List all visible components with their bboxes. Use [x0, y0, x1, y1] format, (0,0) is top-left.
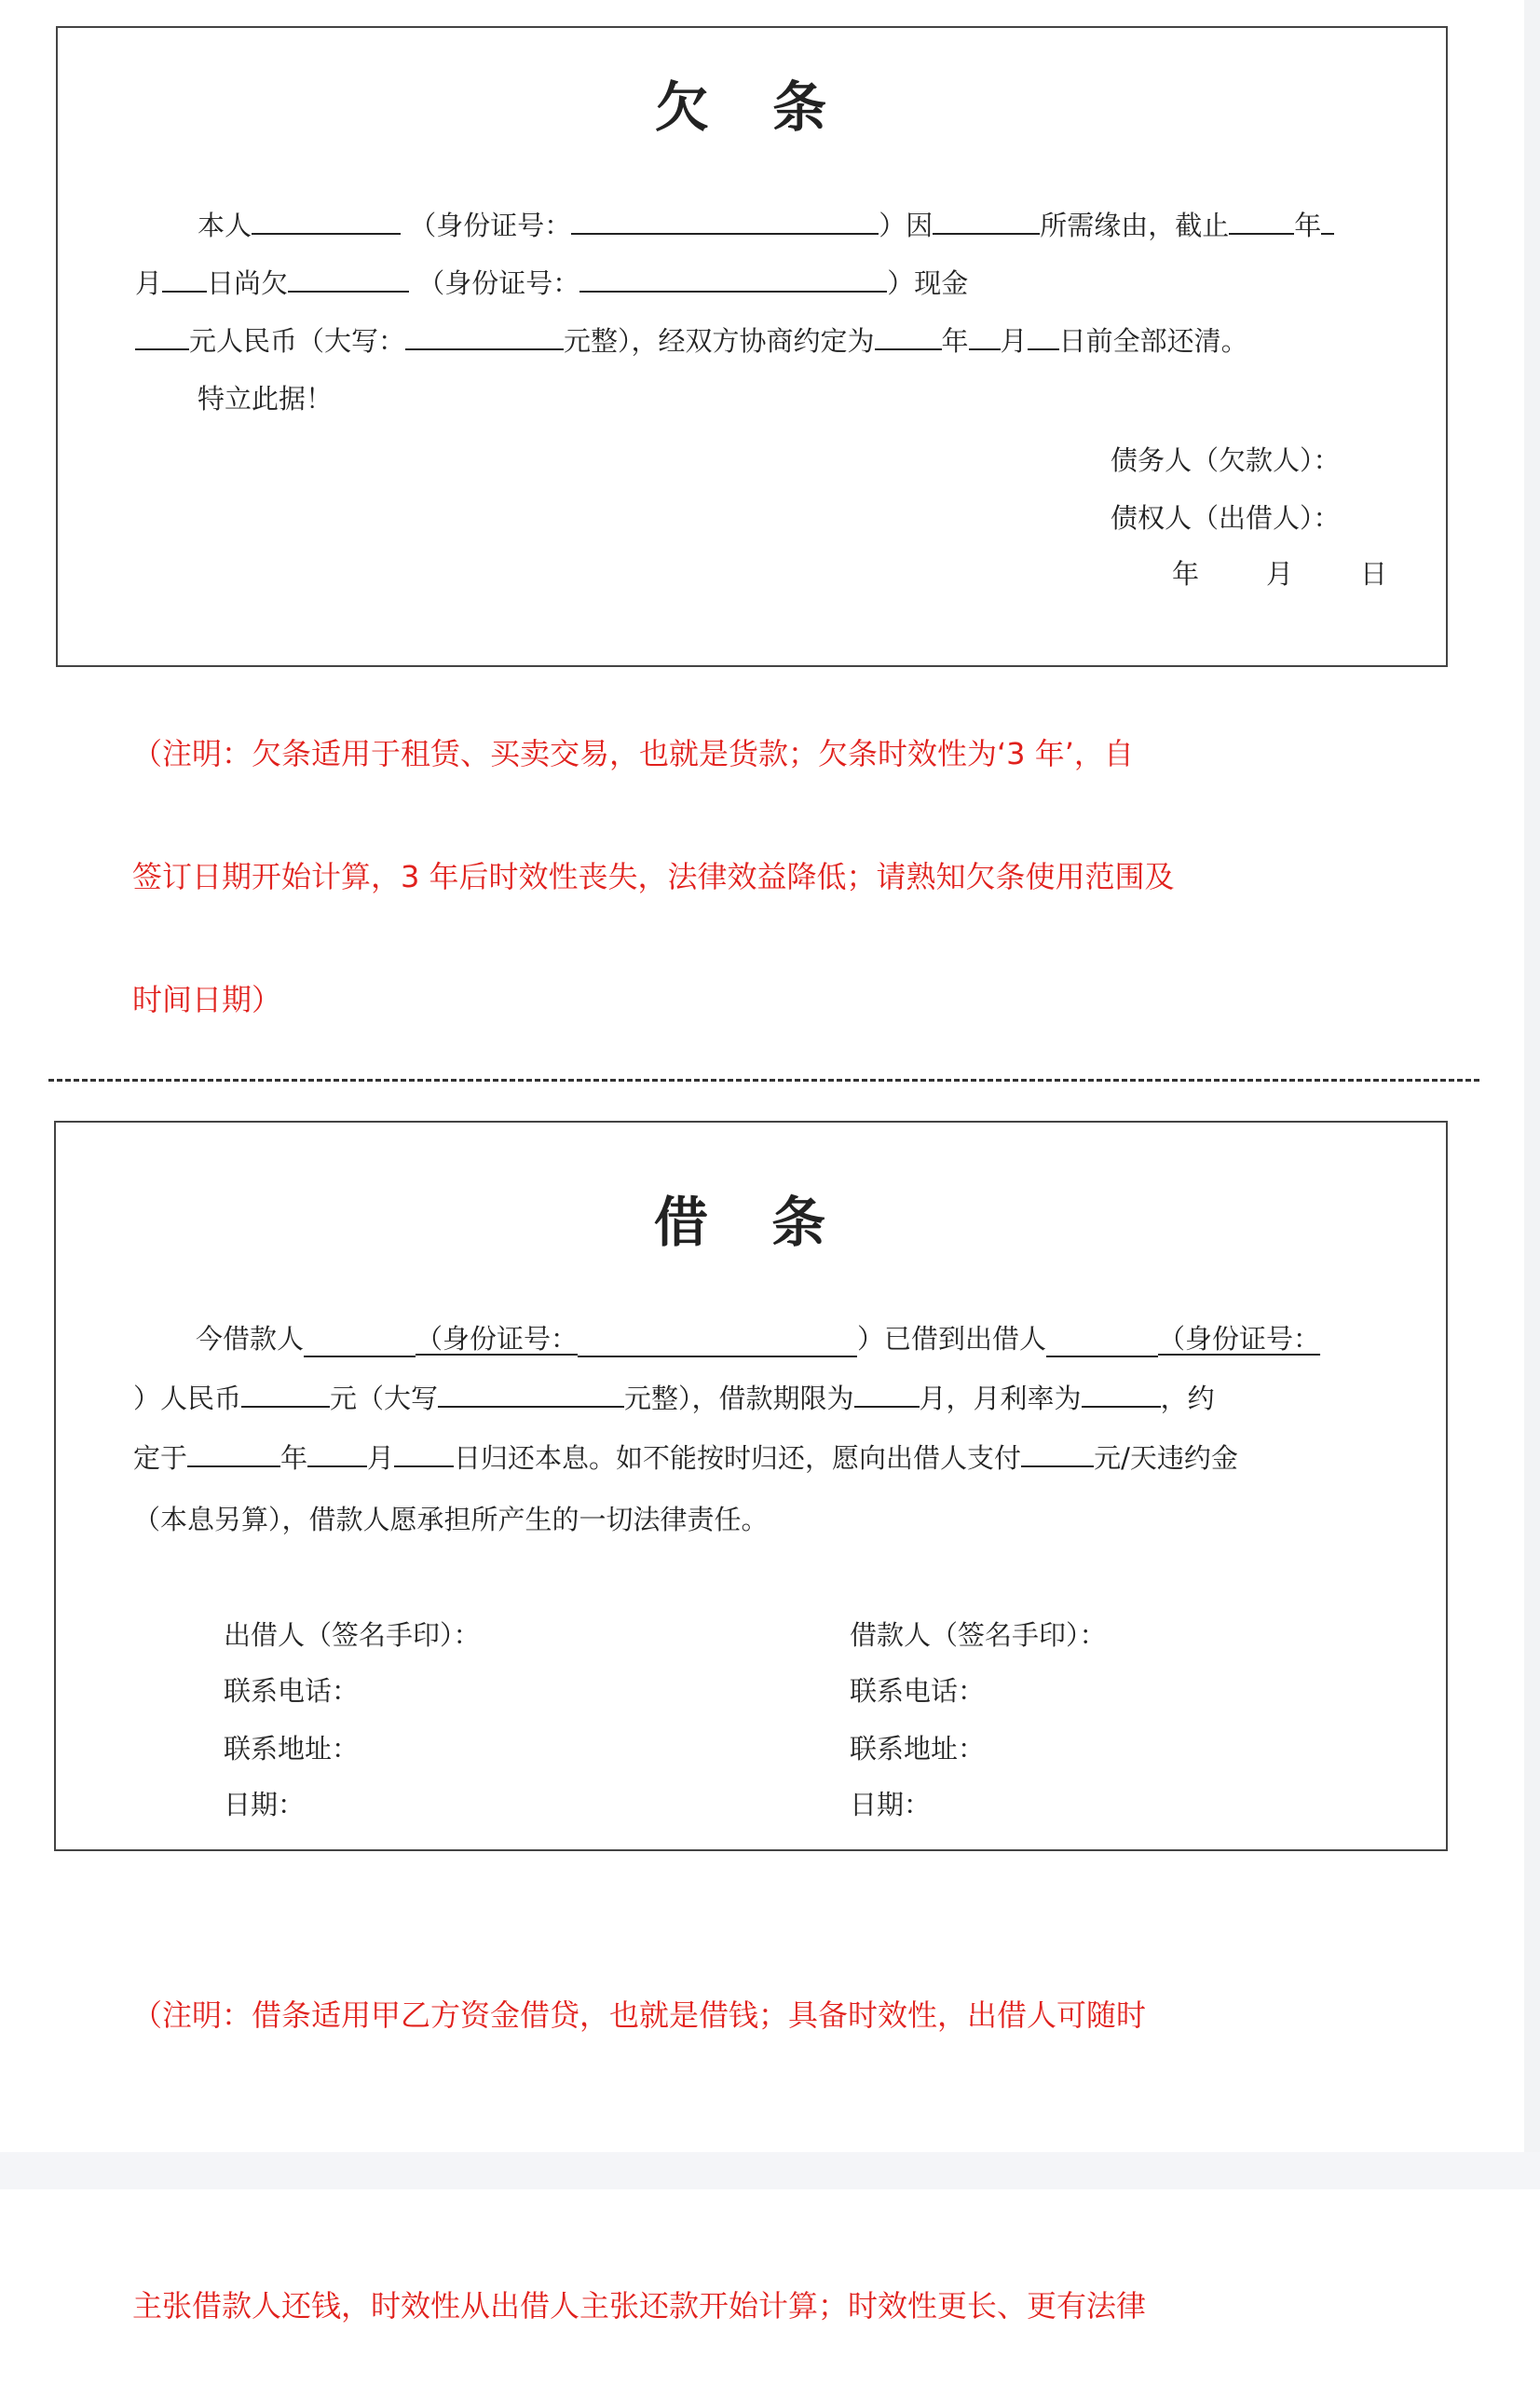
loan-line-2: ）人民币 元（大写 元整），借款期限为 月，月利率为 ，约 — [133, 1383, 1215, 1414]
iou-date-line: 年 月 日 — [1172, 558, 1388, 590]
page-gap — [0, 2152, 1540, 2189]
lender-date-label: 日期： — [224, 1789, 306, 1820]
iou-note-line-3: 时间日期） — [132, 982, 282, 1017]
iou-line-2: 月 日尚欠 （身份证号： ）现金 — [135, 267, 969, 299]
loan-line-3: 定于 年 月 日归还本息。如不能按时归还，愿向出借人支付 元/天违约金 — [133, 1442, 1238, 1474]
cut-line-divider — [48, 1079, 1479, 1082]
borrower-phone-label: 联系电话： — [850, 1675, 986, 1707]
iou-note-line-1: （注明：欠条适用于租赁、买卖交易，也就是货款；欠条时效性为‘3 年’，自 — [132, 736, 1134, 771]
iou-debtor-label: 债务人（欠款人）： — [1111, 444, 1341, 476]
iou-line-3: 元人民币（大写： 元整），经双方协商约定为 年 月 日前全部还清。 — [135, 322, 1248, 360]
lender-phone-label: 联系电话： — [224, 1675, 360, 1707]
iou-creditor-label: 债权人（出借人）： — [1111, 502, 1341, 534]
iou-note-line-2: 签订日期开始计算，3 年后时效性丧失，法律效益降低；请熟知欠条使用范围及 — [132, 859, 1175, 894]
lender-address-label: 联系地址： — [224, 1733, 360, 1765]
borrower-date-label: 日期： — [850, 1789, 932, 1820]
borrower-address-label: 联系地址： — [850, 1733, 986, 1765]
loan-box — [54, 1121, 1448, 1851]
borrower-sign-label: 借款人（签名手印）： — [850, 1619, 1107, 1651]
scrollbar-track[interactable] — [1524, 0, 1540, 2152]
iou-line-4: 特立此据！ — [198, 383, 334, 415]
lender-sign-label: 出借人（签名手印）： — [224, 1619, 481, 1651]
loan-title: 借 条 — [653, 1191, 849, 1254]
iou-title: 欠 条 — [654, 75, 850, 139]
iou-box — [56, 26, 1448, 667]
loan-note-line-1: （注明：借条适用甲乙方资金借贷，也就是借钱；具备时效性，出借人可随时 — [132, 1997, 1147, 2033]
loan-note-line-2: 主张借款人还钱，时效性从出借人主张还款开始计算；时效性更长、更有法律 — [132, 2288, 1147, 2324]
loan-line-1: 今借款人 （身份证号： ）已借到出借人 （身份证号： — [196, 1320, 1320, 1357]
loan-line-4: （本息另算），借款人愿承担所产生的一切法律责任。 — [133, 1504, 769, 1535]
iou-line-1: 本人 （身份证号： ）因 所需缘由，截止 年 — [198, 207, 1334, 244]
